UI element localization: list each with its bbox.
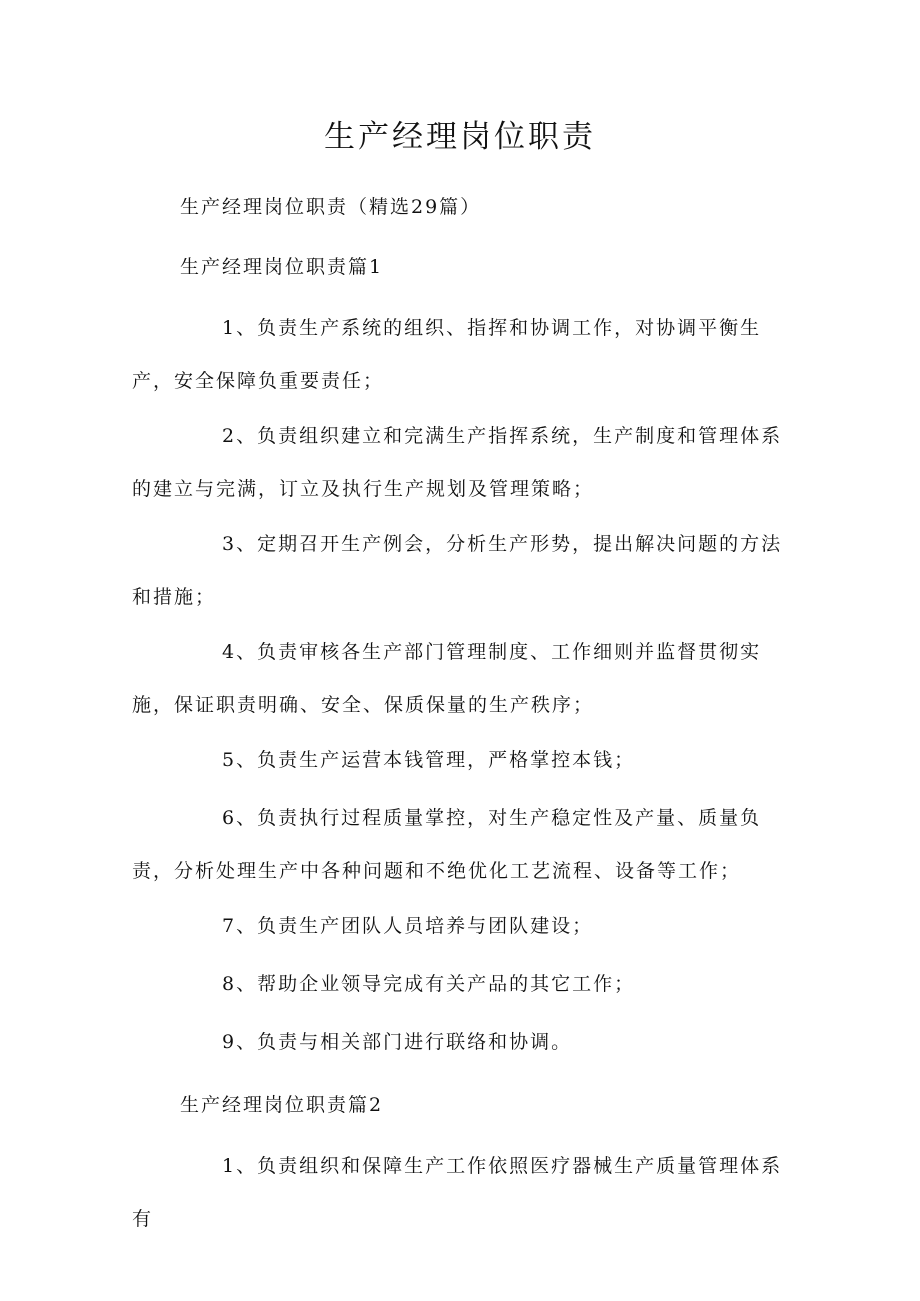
duty-item-7: 7、负责生产团队人员培养与团队建设；: [222, 915, 594, 937]
duty-item-3: 3、定期召开生产例会，分析生产形势，提出解决问题的方法和措施；: [132, 533, 783, 608]
duty-item-5: 5、负责生产运营本钱管理，严格掌控本钱；: [222, 749, 636, 771]
duty-item-2-1: 1、负责组织和保障生产工作依照医疗器械生产质量管理体系有: [132, 1155, 783, 1230]
duty-item-2: 2、负责组织建立和完满生产指挥系统，生产制度和管理体系的建立与完满，订立及执行生产规划及管理策略；: [132, 425, 783, 500]
document-title: 生产经理岗位职责: [324, 119, 596, 155]
section-heading-2: 生产经理岗位职责篇2: [180, 1094, 384, 1116]
duty-item-9: 9、负责与相关部门进行联络和协调。: [222, 1031, 573, 1053]
duty-item-4: 4、负责审核各生产部门管理制度、工作细则并监督贯彻实施，保证职责明确、安全、保质保量的生产秩序；: [132, 641, 762, 716]
duty-item-6: 6、负责执行过程质量掌控，对生产稳定性及产量、质量负责，分析处理生产中各种问题和不绝优化工艺流程、设备等工作；: [132, 807, 762, 882]
section-heading-1: 生产经理岗位职责篇1: [180, 256, 384, 278]
duty-item-8: 8、帮助企业领导完成有关产品的其它工作；: [222, 973, 636, 995]
document-subtitle: 生产经理岗位职责（精选29篇）: [180, 196, 482, 218]
duty-item-1: 1、负责生产系统的组织、指挥和协调工作，对协调平衡生产，安全保障负重要责任；: [132, 317, 762, 392]
